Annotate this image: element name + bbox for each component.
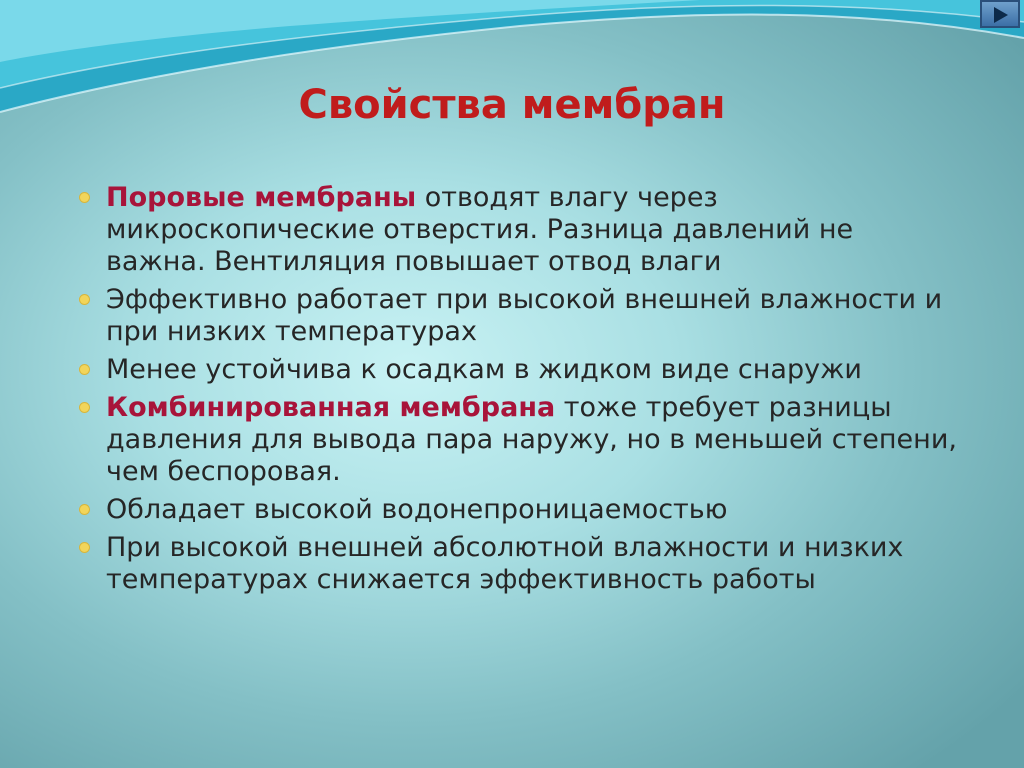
bullet-text: При высокой внешней абсолютной влажности и низких температурах снижается эффективность работы (106, 532, 904, 595)
bullet-dot-icon (80, 543, 89, 552)
bullet-text: Обладает высокой водонепроницаемостью (106, 494, 728, 525)
bullet-item (78, 182, 958, 278)
bullet-item (78, 494, 958, 526)
bullet-dot-icon (80, 295, 89, 304)
bullet-text: тоже требует разницы давления для вывода пара наружу, но в меньшей степени, чем беспоровая. (106, 392, 957, 487)
next-slide-button[interactable] (980, 0, 1020, 28)
bullet-item (78, 532, 958, 596)
bullet-text: отводят влагу через микроскопические отверстия. Разница давлений не важна. Вентиляция повышает отвод влаги (106, 182, 854, 277)
bullet-item (78, 392, 958, 488)
bullet-term: Комбинированная мембрана (106, 392, 556, 423)
slide-title: Свойства мембран (298, 82, 726, 128)
bullet-text: Менее устойчива к осадкам в жидком виде снаружи (106, 354, 862, 385)
bullet-dot-icon (80, 505, 89, 514)
bullet-dot-icon (80, 365, 89, 374)
play-triangle-icon (994, 7, 1008, 23)
bullet-term: Поровые мембраны (106, 182, 417, 213)
bullet-list (78, 182, 958, 602)
bullet-text: Эффективно работает при высокой внешней влажности и при низких температурах (106, 284, 943, 347)
bullet-item (78, 284, 958, 348)
bullet-dot-icon (80, 403, 89, 412)
bullet-dot-icon (80, 193, 89, 202)
bullet-item (78, 354, 958, 386)
